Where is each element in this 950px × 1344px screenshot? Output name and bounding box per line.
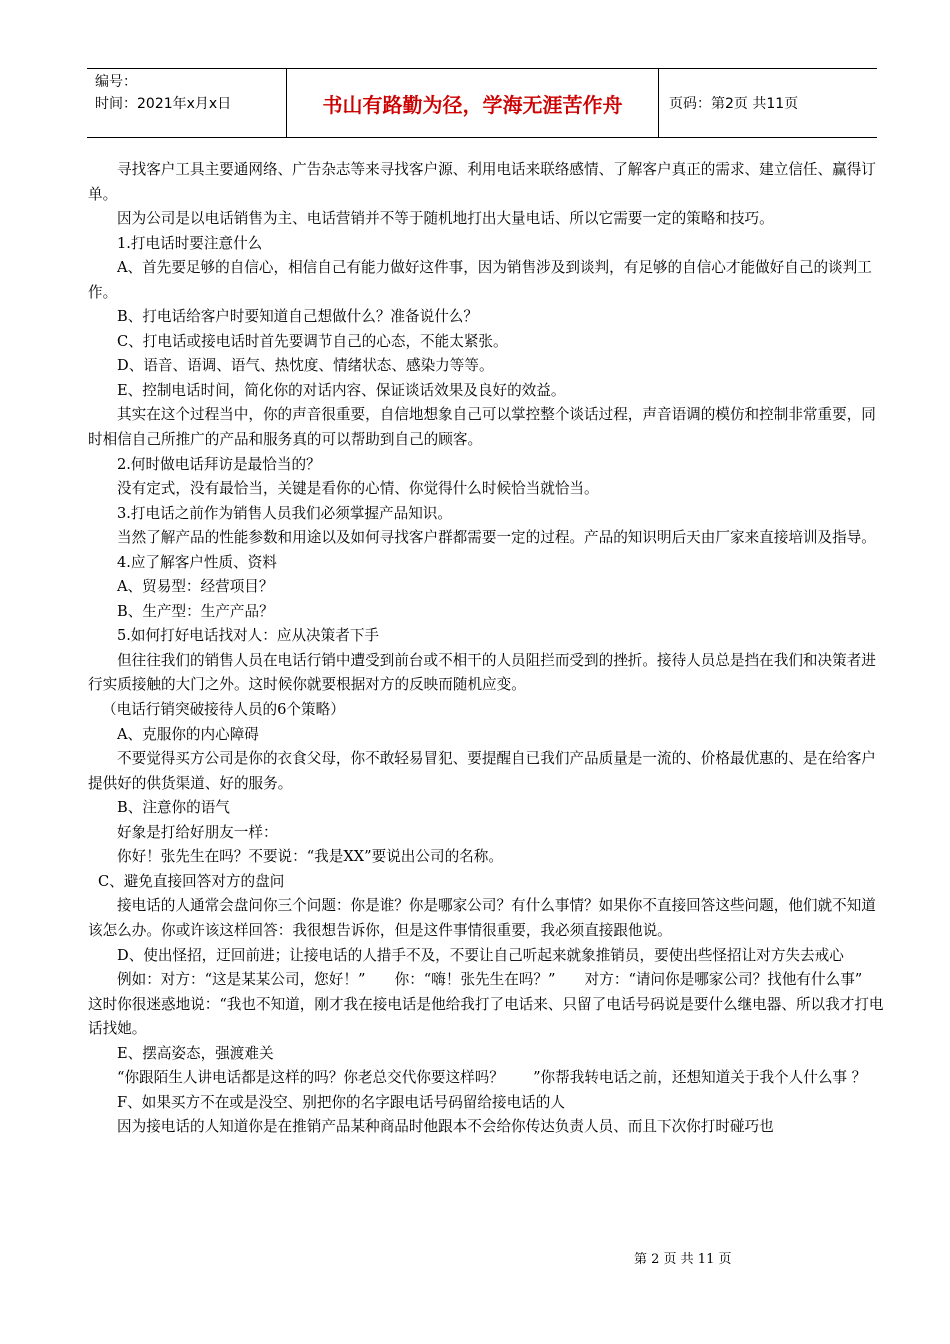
paragraph: 但往往我们的销售人员在电话行销中遭受到前台或不相干的人员阻拦而受到的挫折。接待人员总是挡在我们和决策者进行实质接触的大门之外。这时候你就要根据对方的反映而随机应变。 [88, 651, 876, 694]
paragraph: 不要觉得买方公司是你的衣食父母，你不敢轻易冒犯、要提醒自已我们产品质量是一流的、价格最优惠的、是在给客户提供好的供货渠道、好的服务。 [88, 750, 876, 792]
paragraph: B、注意你的语气 [117, 799, 230, 817]
paragraph: 例如：对方：“这是某某公司，您好！” 你：“嗨！张先生在吗？” 对方：“请问你是哪家公司？找他有什么事” 这时你很迷惑地说：“我也不知道，刚才我在接电话是他给我打了电话来、只留了电话号码说是要什么继电器、所以我才打电话找她。 [88, 971, 892, 1038]
header-motto: 书山有路勤为径，学海无涯苦作舟 [286, 69, 659, 137]
paragraph: B、打电话给客户时要知道自己想做什么？准备说什么？ [117, 308, 478, 326]
paragraph: E、摆高姿态，强渡难关 [117, 1044, 274, 1062]
paragraph: 其实在这个过程当中，你的声音很重要，自信地想象自己可以掌控整个谈话过程，声音语调的模仿和控制非常重要，同时相信自己所推广的产品和服务真的可以帮助到自己的顾客。 [88, 406, 876, 449]
section-heading: 3.打电话之前作为销售人员我们必须掌握产品知识。 [117, 504, 452, 522]
paragraph: 因为公司是以电话销售为主、电话营销并不等于随机地打出大量电话、所以它需要一定的策略和技巧。 [117, 210, 774, 228]
paragraph: D、使出怪招，迂回前进；让接电话的人措手不及，不要让自己听起来就象推销员，要使出些怪招让对方失去戒心 [117, 946, 844, 964]
paragraph: 寻找客户工具主要通网络、广告杂志等来寻找客户源、利用电话来联络感情、了解客户真正的需求、建立信任、赢得订单。 [88, 161, 876, 203]
paragraph: E、控制电话时间，简化你的对话内容、保证谈话效果及良好的效益。 [117, 381, 566, 399]
section-heading: 5.如何打好电话找对人：应从决策者下手 [117, 627, 380, 645]
paragraph: 好象是打给好朋友一样： [117, 823, 278, 841]
page-header [87, 68, 877, 138]
document-time-label: 时间：2021年x月x日 [95, 96, 232, 112]
paragraph: 你好！张先生在吗？不要说：“我是XX”要说出公司的名称。 [117, 848, 503, 866]
paragraph: D、语音、语调、语气、热忱度、情绪状态、感染力等等。 [117, 357, 494, 375]
paragraph: C、打电话或接电话时首先要调节自己的心态，不能太紧张。 [117, 332, 508, 350]
paragraph: 当然了解产品的性能参数和用途以及如何寻找客户群都需要一定的过程。产品的知识明后天由厂家来直接培训及指导。 [117, 529, 876, 547]
paragraph: （电话行销突破接待人员的6个策略） [102, 701, 345, 719]
section-heading: 2.何时做电话拜访是最恰当的？ [117, 455, 321, 473]
paragraph: “你跟陌生人讲电话都是这样的吗？你老总交代你要这样吗？ ”你帮我转电话之前，还想知道关于我个人什么事 ？ [117, 1069, 867, 1087]
page-footer: 第 2 页 共 11 页 [634, 1252, 732, 1267]
paragraph: 因为接电话的人知道你是在推销产品某种商品时他跟本不会给你传达负责人员、而且下次你打时碰巧也 [117, 1118, 774, 1136]
paragraph: A、贸易型：经营项目？ [117, 578, 274, 596]
document-number-label: 编号： [95, 74, 137, 90]
header-page-label: 页码：第2页 共11页 [669, 96, 799, 112]
header-meta [87, 69, 286, 137]
paragraph: A、克服你的内心障碍 [117, 725, 259, 743]
section-heading: 4.应了解客户性质、资料 [117, 553, 277, 571]
paragraph: B、生产型：生产产品？ [117, 602, 274, 620]
document-body [88, 158, 892, 1140]
paragraph: 没有定式，没有最恰当，关键是看你的心情、你觉得什么时候恰当就恰当。 [117, 480, 599, 498]
paragraph: 接电话的人通常会盘问你三个问题：你是谁？你是哪家公司？有什么事情？如果你不直接回答这些问题，他们就不知道该怎么办。你或许该这样回答：我很想告诉你，但是这件事情很重要，我必须直接跟他说。 [88, 897, 876, 939]
paragraph: A、首先要足够的自信心，相信自己有能力做好这件事，因为销售涉及到谈判，有足够的自信心才能做好自己的谈判工作。 [88, 259, 872, 301]
paragraph: F、如果买方不在或是没空、别把你的名字跟电话号码留给接电话的人 [117, 1093, 565, 1111]
paragraph: C、避免直接回答对方的盘问 [98, 872, 285, 890]
section-heading: 1.打电话时要注意什么 [117, 234, 263, 252]
